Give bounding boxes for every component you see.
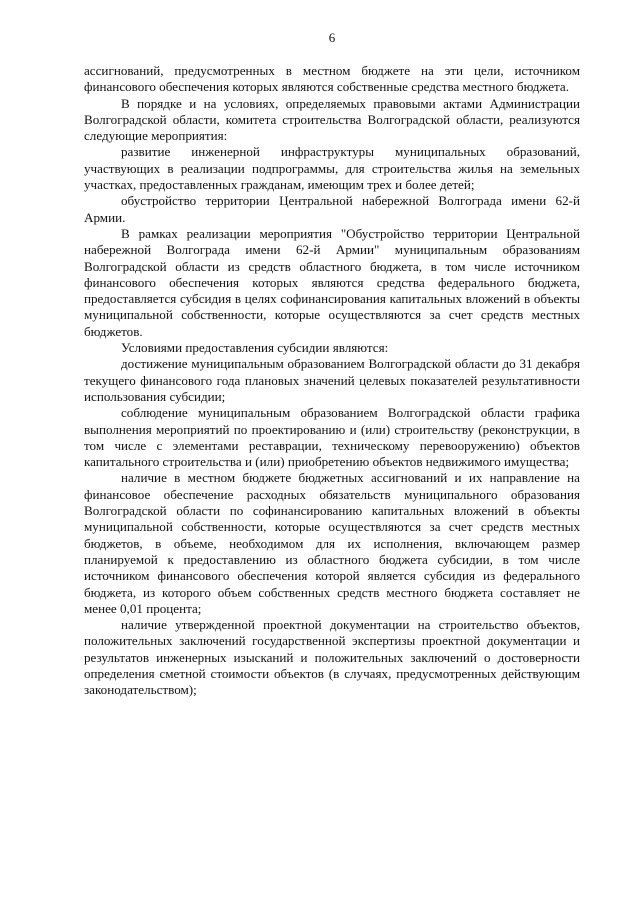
paragraph-procedure: В порядке и на условиях, определяемых правовыми актами Администрации Волгоградской области, комитета строительства Волгоградской области, реализуются следующие мероприятия: (84, 95, 580, 144)
paragraph-continuation: ассигнований, предусмотренных в местном бюджете на эти цели, источником финансового обеспечения которых являются собственные средства местного бюджета. (84, 63, 580, 95)
paragraph-embankment: обустройство территории Центральной набережной Волгограда имени 62-й Армии. (84, 193, 580, 225)
paragraph-condition-documentation: наличие утвержденной проектной документации на строительство объектов, положительных заключений государственной экспертизы проектной документации и результатов инженерных изысканий и положительных заключений о достоверности определения сметной стоимости объектов (в случаях, предусмотренных действующим законодательством); (84, 617, 580, 698)
paragraph-conditions-heading: Условиями предоставления субсидии являются: (121, 340, 389, 356)
page-number: 6 (328, 30, 336, 45)
paragraph-condition-budget: наличие в местном бюджете бюджетных ассигнований и их направление на финансовое обеспечение расходных обязательств муниципального образования Волгоградской области по софинансированию капитальных вложений в объекты муниципальной собственности, которые осуществляются за счет средств местных бюджетов, в объеме, необходимом для их исполнения, включающем размер планируемой к предоставлению из областного бюджета субсидии, в том числе источником финансового обеспечения которой является субсидия из федерального бюджета, из которого объем собственных средств местного бюджета составляет не менее 0,01 процента; (84, 470, 580, 616)
paragraph-embankment-subsidy: В рамках реализации мероприятия "Обустройство территории Центральной набережной Волгограда имени 62-й Армии" муниципальным образованиям Волгоградской области из средств областного бюджета, в том числе источником финансового обеспечения которых являются средства федерального бюджета, предоставляется субсидия в целях софинансирования капитальных вложений в объекты муниципальной собственности, которые осуществляются за счет средств местных бюджетов. (84, 225, 580, 339)
paragraph-condition-targets: достижение муниципальным образованием Волгоградской области до 31 декабря текущего финансового года плановых значений целевых показателей результативности использования субсидии; (84, 356, 580, 404)
paragraph-condition-schedule: соблюдение муниципальным образованием Волгоградской области графика выполнения мероприятий по проектированию и (или) строительству (реконструкции, в том числе с элементами реставрации, техническому перевооружению) объектов капитального строительства и (или) приобретению объектов недвижимого имущества; (84, 405, 580, 470)
document-page (84, 30, 580, 699)
paragraph-engineering-infrastructure: развитие инженерной инфраструктуры муниципальных образований, участвующих в реализации подпрограммы, для строительства жилья на земельных участках, предоставленных гражданам, имеющим трех и более детей; (84, 144, 580, 193)
